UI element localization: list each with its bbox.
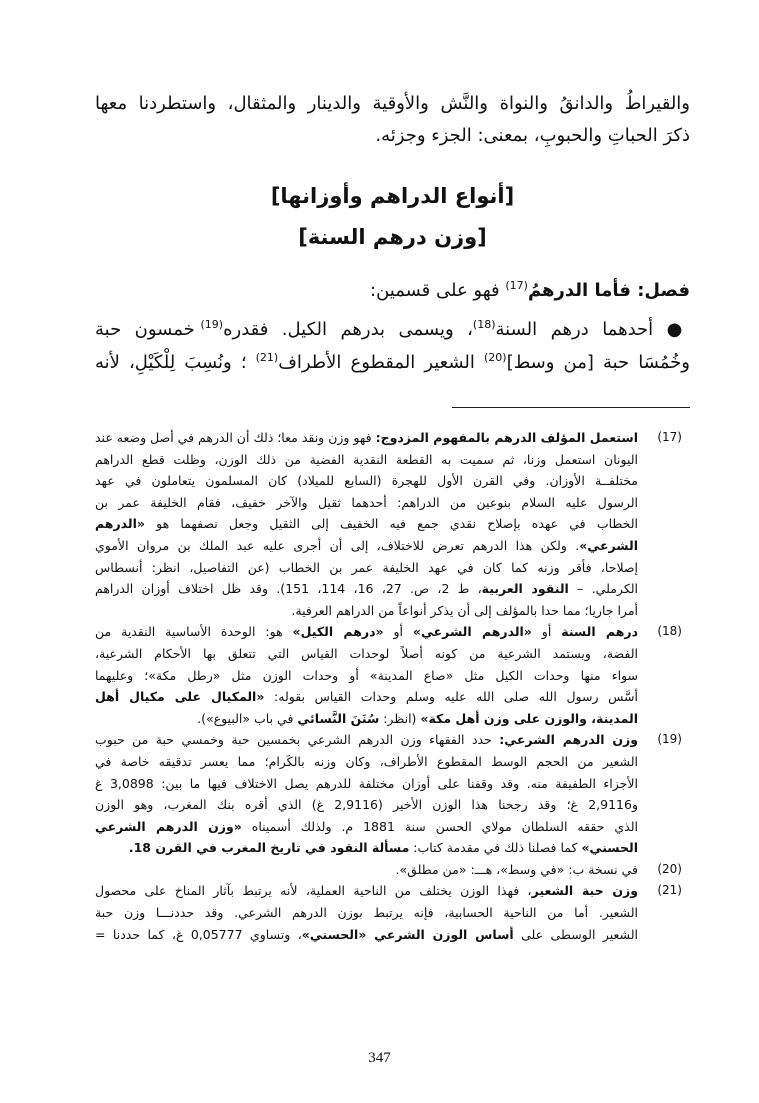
section-text	[95, 274, 690, 379]
text-span: أو	[383, 624, 413, 640]
footnote	[95, 880, 690, 945]
footnote-line	[95, 729, 638, 751]
bold-text: أساس الوزن الشرعي «الحسني»	[301, 926, 514, 942]
bold-text: سُنَنَ النَّسائي	[297, 710, 380, 726]
text-span: خمسون حبة	[95, 319, 201, 340]
text-span: ، ط 2، ص. 27، 16، 114، 151). وقد ظل اختلاف أوزان الدراهم	[95, 581, 482, 597]
footnote-line	[95, 600, 638, 622]
footnote-line	[95, 924, 638, 946]
footnote-line	[95, 578, 638, 600]
footnote-line	[95, 880, 638, 902]
text-span: مختلفــة الأوزان. وفي القرن الأول للهجرة (السابع للميلاد) كان المسلمون يتعاملون في عهد	[95, 473, 638, 489]
main-text	[95, 88, 690, 152]
text-line	[95, 346, 690, 379]
text-span: . ولكن هذا الدرهم تعرض للاختلاف، إلى أن أجرى عليه عبد الملك بن مروان الأموي	[95, 537, 580, 553]
text-span: هو: الوحدة الأساسية النقدية من	[95, 624, 293, 640]
footnote-line	[95, 470, 638, 492]
text-span: حدد الفقهاء وزن الدرهم الشرعي بخمسين حبة وخمسي حبة من حبوب	[95, 732, 500, 748]
text-span: ؛ ونُسِبَ لِلْكَيْلِ، لأنه	[95, 352, 256, 373]
section-title: فصل: فأما الدرهمُ	[527, 280, 690, 301]
footnote	[95, 621, 690, 729]
text-span: ● أحدهما درهم السنة	[495, 319, 690, 340]
text-line	[95, 313, 690, 346]
footnote-ref: (21)	[255, 351, 279, 364]
text-span: ، فهذا الوزن يختلف من الناحية العملية، لأنه يرتبط بآثار المناخ على محصول	[95, 883, 532, 899]
footnote-line	[95, 902, 638, 924]
text-span: وخُمُسَا حبة [من وسط]	[506, 352, 690, 373]
text-span: الرسول عليه السلام بنوعين من الدراهم: أحدهما ثقيل والآخر خفيف، فقام الخليفة عمر بن	[95, 494, 638, 510]
footnote-body	[95, 859, 638, 881]
text-span: الشعير. أما من الناحية الحسابية، فإنه يرتبط بوزن الدرهم الشرعي. وقد حددنـــا وزن حبة	[95, 905, 638, 921]
footnote-line	[95, 859, 638, 881]
footnote-line	[95, 773, 638, 795]
bold-text: درهم السنة	[561, 624, 638, 640]
footnote-line	[95, 794, 638, 816]
text-span: فهو وزن ونقد معا؛ ذلك أن الدرهم في أصل وضعه عند	[95, 430, 376, 445]
footnote-separator	[452, 407, 690, 408]
text-span: (انظر:	[379, 710, 421, 726]
footnote-line	[95, 449, 638, 471]
text-span: أمرا جاريا؛ مما حدا بالمؤلف إلى أن يذكر أنواعاً من الدراهم العرفية.	[291, 602, 638, 618]
footnote-number: (17)	[657, 430, 682, 444]
footnote-line	[95, 837, 638, 859]
text-span: الشعير المقطوع الأطراف	[278, 352, 484, 373]
footnote	[95, 859, 690, 881]
section-title-line	[95, 274, 690, 307]
footnote	[95, 729, 690, 859]
text-span: الأجزاء الطفيفة منه. وقد وقفنا على أوزان مختلفة للدرهم يصل الاختلاف فيها ما بين: 3,0898 غ	[95, 775, 638, 791]
text-span: الذي حققه السلطان مولاي الحسن سنة 1881 م. ولذلك أسميناه	[241, 818, 638, 834]
footnote-body	[95, 621, 638, 729]
footnotes	[95, 427, 690, 945]
footnote-line	[95, 535, 638, 557]
footnote-ref: (17)	[505, 279, 528, 292]
text-span: الخطاب في عهده بإصلاح نقدي جمع فيه الخفيف إلى الثقيل وجعل نصفهما هو	[144, 516, 638, 532]
bold-text: مسألة النقود في تاريخ المغرب في القرن 18.	[128, 840, 410, 856]
text-span: اليونان استعمل وزنا، ثم سميت به القطعة النقدية الفضية من ذلك الوزن، وظلت قطع الدراهم	[95, 451, 638, 467]
footnote-line	[95, 427, 638, 449]
bold-text: الشرعي»	[579, 537, 638, 553]
footnote-line	[95, 686, 638, 708]
footnote-line	[95, 751, 638, 773]
bold-text: «الدرهم	[95, 516, 145, 532]
bold-text: وزن حبة الشعير	[531, 883, 638, 899]
page-number: 347	[368, 1050, 391, 1066]
footnote-ref: (19)	[200, 318, 224, 331]
bold-text: الحسني»	[581, 840, 638, 856]
text-span: أسَّس رسول الله صلى الله عليه وسلم وحدات القياس بقوله:	[264, 689, 638, 705]
heading-types-of-dirhams: [أنواع الدراهم وأوزانها]	[270, 184, 515, 208]
footnote-line	[95, 513, 638, 535]
footnote-line	[95, 708, 638, 730]
section-headings	[95, 176, 690, 258]
text-span: فهو على قسمين:	[370, 280, 506, 301]
bold-text: النقود العربية	[481, 581, 569, 597]
footnote-number: (19)	[657, 732, 682, 747]
bold-text: «وزن الدرهم الشرعي	[95, 818, 242, 834]
footnote-number: (21)	[657, 883, 682, 898]
bold-text: «المكيال على مكيال أهل	[95, 689, 265, 705]
footnote-line	[95, 492, 638, 514]
footnote-line	[95, 665, 638, 687]
text-span: الكرملي. –	[568, 581, 638, 597]
footnote-ref: (18)	[472, 318, 496, 331]
text-span: في باب «البيوع»).	[197, 710, 298, 726]
text-span: الفضة، ويستمد الشرعية من كونه أصلاً لوحدات القياس التي تتعلق بها الأحكام الشرعية،	[95, 645, 638, 661]
bold-text: «درهم الكيل»	[292, 624, 384, 640]
text-span: ، ويسمى بدرهم الكيل. فقدره	[223, 319, 473, 340]
footnote-body	[95, 427, 638, 621]
bold-text: المدينة، والوزن على وزن أهل مكة»	[420, 710, 638, 726]
text-span: كما فصلنا ذلك في مقدمة كتاب:	[409, 840, 582, 856]
text-span: و2,9116 غ؛ وقد رجحنا هذا الوزن الأخير (2,9116 غ) الذي أقره بنك المغرب، وهو الوزن	[95, 797, 638, 813]
bold-text: استعمل المؤلف الدرهم بالمفهوم المزدوج:	[375, 430, 638, 445]
footnote-number: (20)	[657, 861, 682, 876]
footnote-line	[95, 643, 638, 665]
text-span: سواء منها وحدات الكيل مثل «صاع المدينة» أو وحدات الوزن مثل «رطل مكة»؛ وعليهما	[95, 667, 638, 683]
text-line: والقيراطُ والدانقُ والنواة والنَّش والأوقية والدينار والمثقال، واستطردنا معها	[95, 93, 690, 114]
footnote-line	[95, 557, 638, 579]
footnote-body	[95, 729, 638, 859]
text-span: في نسخة ب: «في وسط»، هـــ: «من مطلق».	[395, 861, 638, 877]
bold-text: وزن الدرهم الشرعي:	[499, 732, 638, 748]
text-span: ، وتساوي 0,05777 غ، كما حددنا =	[95, 926, 302, 942]
text-span: إصلاحا، فأقر وزنه كما كان في عهد الخليفة عمر بن الخطاب (عن التفاصيل، انظر: أنسطاس	[95, 559, 638, 575]
text-span: أو	[531, 624, 562, 640]
footnote	[95, 427, 690, 621]
footnote-number: (18)	[657, 624, 682, 639]
footnote-line	[95, 621, 638, 643]
footnote-ref: (20)	[483, 351, 507, 364]
text-span: الشعير من الحجم الوسط المقطوع الأطراف، وكان وزنه بالكَرام؛ مما يعسر تدقيقه خاصة في	[95, 753, 638, 769]
text-span: الشعير الوسطى على	[513, 926, 638, 942]
footnote-line	[95, 816, 638, 838]
text-line: ذكرَ الحباتِ والحبوبِ، بمعنى: الجزء وجزئه.	[375, 125, 690, 146]
bold-text: «الدرهم الشرعي»	[412, 624, 532, 640]
heading-sunnah-dirham-weight: [وزن درهم السنة]	[298, 225, 487, 249]
footnote-body	[95, 880, 638, 945]
